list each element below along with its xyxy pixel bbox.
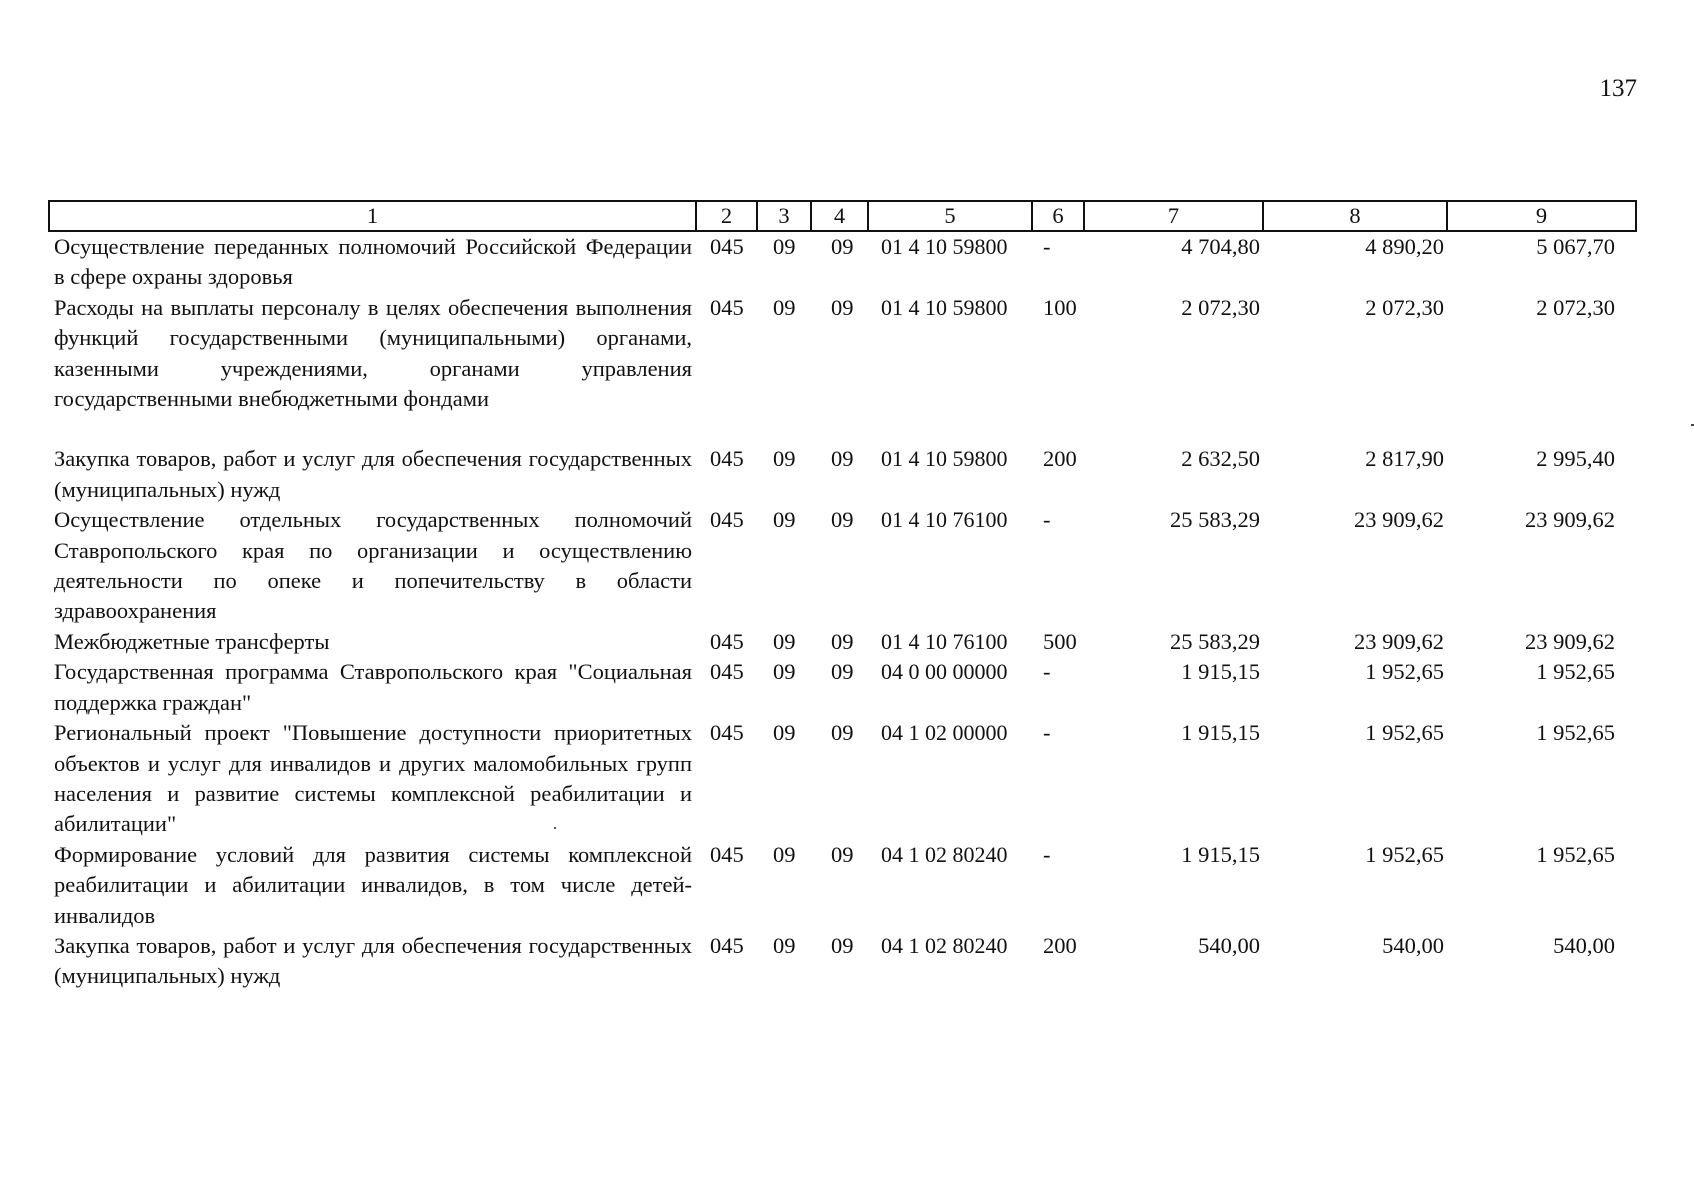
row-target-article: 01 4 10 59800: [881, 446, 1008, 472]
row-amount-col7: 4 704,80: [1181, 234, 1260, 259]
row-subsection: 09: [831, 628, 854, 654]
row-section: 09: [773, 234, 796, 259]
header-cell-9: 9: [1447, 201, 1636, 231]
row-ministry-code: 045: [710, 628, 744, 654]
scan-speck: [554, 827, 556, 829]
row-amount-col7: 1 915,15: [1181, 720, 1260, 746]
row-amount-col7: 1 915,15: [1181, 841, 1260, 867]
row-expense-kind: 100: [1043, 294, 1077, 320]
page-number: 137: [1599, 75, 1637, 102]
row-target-article: 01 4 10 76100: [881, 507, 1008, 533]
table-row: [49, 293, 1636, 445]
table-row: [49, 718, 1636, 840]
row-amount-col9: 23 909,62: [1525, 628, 1615, 654]
header-cell-7: 7: [1084, 201, 1263, 231]
row-amount-col7: 540,00: [1198, 932, 1260, 958]
row-amount-col9: 1 952,65: [1536, 720, 1615, 746]
table-row: [49, 444, 1636, 505]
row-name: Государственная программа Ставропольского края "Социальная поддержка граждан": [54, 659, 692, 715]
row-amount-col8: 23 909,62: [1354, 507, 1444, 533]
row-subsection: 09: [831, 446, 854, 472]
row-subsection: 09: [831, 507, 854, 533]
row-ministry-code: 045: [710, 659, 744, 685]
table-row: [49, 505, 1636, 627]
row-name: Региональный проект "Повышение доступности приоритетных объектов и услуг для инвалидов и других маломобильных групп населения и развитие системы комплексной реабилитации и абилитации": [54, 720, 692, 837]
header-cell-3: 3: [757, 201, 811, 231]
row-section: 09: [773, 659, 796, 685]
row-amount-col8: 1 952,65: [1365, 841, 1444, 867]
row-expense-kind: -: [1043, 234, 1051, 259]
row-expense-kind: -: [1043, 659, 1051, 685]
row-subsection: 09: [831, 932, 854, 958]
row-expense-kind: 500: [1043, 628, 1077, 654]
row-name: Осуществление переданных полномочий Российской Федерации в сфере охраны здоровья: [54, 234, 692, 290]
row-section: 09: [773, 507, 796, 533]
header-cell-4: 4: [811, 201, 868, 231]
row-expense-kind: -: [1043, 841, 1051, 867]
row-section: 09: [773, 446, 796, 472]
row-target-article: 04 0 00 00000: [881, 659, 1008, 685]
row-amount-col9: 2 995,40: [1536, 446, 1615, 472]
row-name: Межбюджетные трансферты: [54, 628, 330, 654]
row-expense-kind: -: [1043, 720, 1051, 746]
row-amount-col8: 1 952,65: [1365, 659, 1444, 685]
row-ministry-code: 045: [710, 294, 744, 320]
row-subsection: 09: [831, 234, 854, 259]
row-section: 09: [773, 294, 796, 320]
header-cell-1: 1: [49, 201, 696, 231]
table-row: [49, 657, 1636, 718]
row-target-article: 01 4 10 76100: [881, 628, 1008, 654]
row-section: 09: [773, 841, 796, 867]
header-cell-6: 6: [1032, 201, 1084, 231]
row-amount-col9: 5 067,70: [1536, 234, 1615, 259]
row-subsection: 09: [831, 841, 854, 867]
row-ministry-code: 045: [710, 234, 744, 259]
row-subsection: 09: [831, 659, 854, 685]
row-amount-col9: 1 952,65: [1536, 841, 1615, 867]
row-amount-col7: 25 583,29: [1170, 507, 1260, 533]
row-ministry-code: 045: [710, 932, 744, 958]
row-ministry-code: 045: [710, 446, 744, 472]
row-amount-col7: 2 072,30: [1181, 294, 1260, 320]
row-expense-kind: -: [1043, 507, 1051, 533]
row-subsection: 09: [831, 294, 854, 320]
row-amount-col8: 540,00: [1382, 932, 1444, 958]
row-amount-col8: 2 072,30: [1365, 294, 1444, 320]
row-section: 09: [773, 720, 796, 746]
budget-table: [48, 200, 1637, 992]
row-amount-col8: 4 890,20: [1365, 234, 1444, 259]
header-cell-2: 2: [696, 201, 757, 231]
row-amount-col9: 1 952,65: [1536, 659, 1615, 685]
row-name: Осуществление отдельных государственных полномочий Ставропольского края по организации и осуществлению деятельности по опеке и попечительству в области здравоохранения: [54, 507, 692, 624]
row-amount-col9: 2 072,30: [1536, 294, 1615, 320]
row-target-article: 04 1 02 00000: [881, 720, 1008, 746]
row-target-article: 04 1 02 80240: [881, 841, 1008, 867]
row-name: Закупка товаров, работ и услуг для обеспечения государственных (муниципальных) нужд: [54, 446, 692, 502]
row-section: 09: [773, 932, 796, 958]
row-ministry-code: 045: [710, 841, 744, 867]
row-section: 09: [773, 628, 796, 654]
row-name: Формирование условий для развития системы комплексной реабилитации и абилитации инвалидов, в том числе детей-инвалидов: [54, 841, 692, 928]
row-amount-col8: 23 909,62: [1354, 628, 1444, 654]
row-expense-kind: 200: [1043, 446, 1077, 472]
row-target-article: 04 1 02 80240: [881, 932, 1008, 958]
row-expense-kind: 200: [1043, 932, 1077, 958]
header-cell-8: 8: [1263, 201, 1447, 231]
row-amount-col7: 1 915,15: [1181, 659, 1260, 685]
header-row: [49, 201, 1636, 231]
row-name: Закупка товаров, работ и услуг для обеспечения государственных (муниципальных) нужд: [54, 932, 692, 989]
table-row: [49, 840, 1636, 931]
row-amount-col9: 540,00: [1553, 932, 1615, 958]
row-amount-col7: 2 632,50: [1181, 446, 1260, 472]
row-name: Расходы на выплаты персоналу в целях обеспечения выполнения функций государственными (муниципальными) органами, казенными учреждениями, органами управления государственными внебюджетными фондами: [54, 294, 692, 412]
row-ministry-code: 045: [710, 720, 744, 746]
row-amount-col8: 2 817,90: [1365, 446, 1444, 472]
row-amount-col9: 23 909,62: [1525, 507, 1615, 533]
table-row: [49, 931, 1636, 992]
row-target-article: 01 4 10 59800: [881, 234, 1008, 259]
table-row: [49, 231, 1636, 293]
row-amount-col8: 1 952,65: [1365, 720, 1444, 746]
row-amount-col7: 25 583,29: [1170, 628, 1260, 654]
row-ministry-code: 045: [710, 507, 744, 533]
row-target-article: 01 4 10 59800: [881, 294, 1008, 320]
row-subsection: 09: [831, 720, 854, 746]
table-row: [49, 627, 1636, 657]
header-cell-5: 5: [868, 201, 1032, 231]
